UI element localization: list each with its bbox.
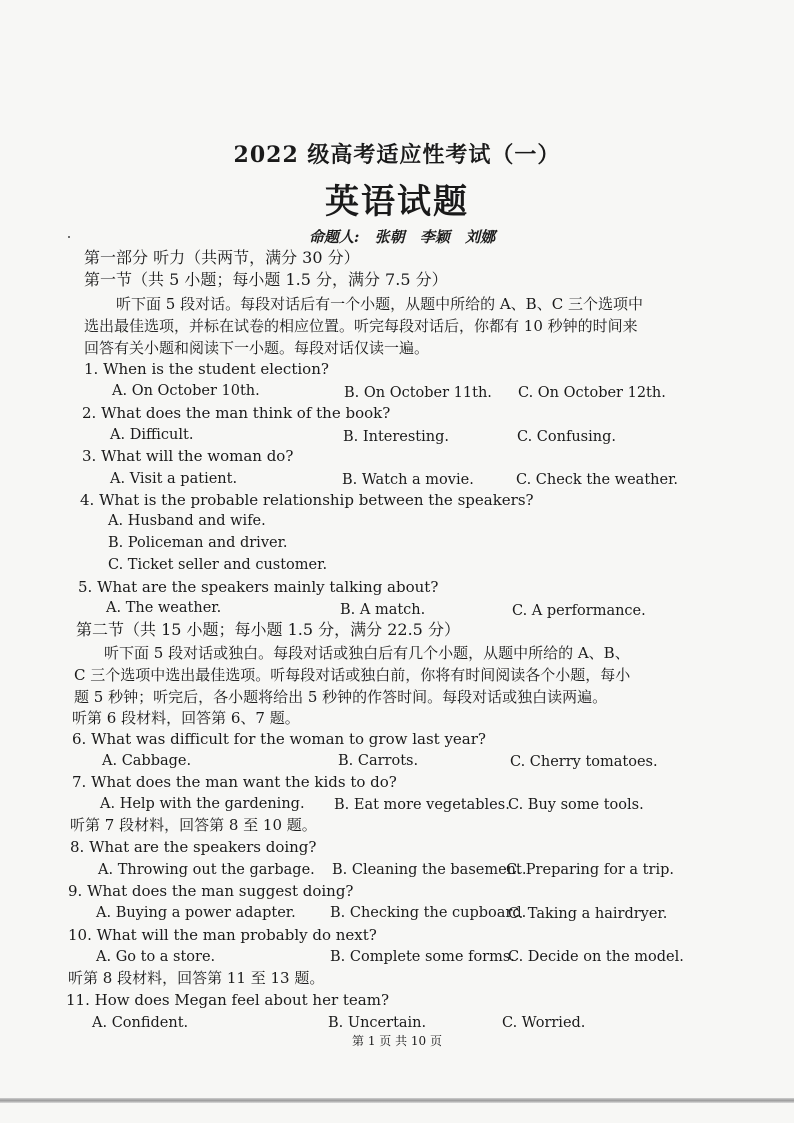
question-stem: 4. What is the probable relationship between the speakers? bbox=[80, 491, 534, 509]
option-b: B. Checking the cupboard. bbox=[330, 905, 527, 921]
section1-instruction: 回答有关小题和阅读下一小题。每段对话仅读一遍。 bbox=[84, 339, 430, 357]
option-b: B. Watch a movie. bbox=[342, 472, 474, 488]
option-c: C. Worried. bbox=[502, 1015, 586, 1031]
option-a: A. Throwing out the garbage. bbox=[98, 862, 315, 878]
material-note: 听第 7 段材料，回答第 8 至 10 题。 bbox=[70, 816, 317, 834]
option-c: C. Taking a hairdryer. bbox=[508, 906, 668, 922]
option-c: C. Ticket seller and customer. bbox=[108, 557, 328, 573]
exam-subtitle: 英语试题 bbox=[325, 182, 469, 222]
authors-line bbox=[0, 226, 794, 247]
part1-heading: 第一部分 听力（共两节，满分 30 分） bbox=[84, 248, 360, 267]
material-note: 听第 8 段材料，回答第 11 至 13 题。 bbox=[68, 969, 325, 987]
section1-instruction: 选出最佳选项，并标在试卷的相应位置。听完每段对话后，你都有 10 秒钟的时间来 bbox=[84, 317, 638, 335]
section2-instruction: C 三个选项中选出最佳选项。听每段对话或独白前，你将有时间阅读各个小题，每小 bbox=[74, 666, 631, 684]
option-b: B. Complete some forms. bbox=[330, 949, 515, 965]
option-b: B. Policeman and driver. bbox=[108, 535, 288, 551]
question-stem: 7. What does the man want the kids to do? bbox=[72, 773, 397, 791]
option-b: B. Eat more vegetables. bbox=[334, 797, 510, 813]
option-a: A. Husband and wife. bbox=[108, 513, 266, 529]
section2-instruction: 题 5 秒钟；听完后，各小题将给出 5 秒钟的作答时间。每段对话或独白读两遍。 bbox=[74, 688, 608, 706]
question-stem: 10. What will the man probably do next? bbox=[68, 926, 377, 944]
option-a: A. Go to a store. bbox=[96, 949, 216, 965]
option-c: C. Preparing for a trip. bbox=[506, 862, 674, 878]
question-stem: 2. What does the man think of the book? bbox=[82, 404, 391, 422]
option-a: A. On October 10th. bbox=[112, 383, 260, 399]
option-a: A. Visit a patient. bbox=[110, 471, 238, 487]
question-stem: 11. How does Megan feel about her team? bbox=[66, 991, 390, 1009]
option-a: A. Buying a power adapter. bbox=[96, 905, 296, 921]
section2-instruction: 听下面 5 段对话或独白。每段对话或独白后有几个小题，从题中所给的 A、B、 bbox=[104, 644, 630, 662]
option-c: C. A performance. bbox=[512, 603, 646, 619]
option-b: B. Carrots. bbox=[338, 753, 419, 769]
option-c: C. Buy some tools. bbox=[508, 797, 644, 813]
option-a: A. Cabbage. bbox=[102, 753, 192, 769]
option-b: B. Interesting. bbox=[343, 429, 449, 445]
scan-edge-shadow bbox=[0, 1098, 794, 1103]
option-a: A. Help with the gardening. bbox=[100, 796, 305, 812]
page-footer: 第 1 页 共 10 页 bbox=[352, 1034, 442, 1048]
option-a: A. Confident. bbox=[92, 1015, 189, 1031]
material-note: 听第 6 段材料，回答第 6、7 题。 bbox=[72, 709, 300, 727]
question-stem: 3. What will the woman do? bbox=[82, 447, 294, 465]
option-a: A. Difficult. bbox=[110, 427, 194, 443]
section2-heading: 第二节（共 15 小题；每小题 1.5 分，满分 22.5 分） bbox=[76, 620, 460, 639]
author-name: 李颖 bbox=[419, 228, 450, 246]
author-name: 刘娜 bbox=[465, 228, 496, 246]
author-name: 张朝 bbox=[374, 228, 405, 246]
option-c: C. On October 12th. bbox=[518, 385, 666, 401]
option-b: B. A match. bbox=[340, 602, 426, 618]
exam-title: 2022 级高考适应性考试（一） bbox=[233, 142, 561, 168]
question-stem: 6. What was difficult for the woman to grow last year? bbox=[72, 730, 486, 748]
option-b: B. Cleaning the basement. bbox=[332, 862, 527, 878]
question-stem: 1. When is the student election? bbox=[84, 360, 329, 378]
option-c: C. Decide on the model. bbox=[508, 949, 684, 965]
option-b: B. Uncertain. bbox=[328, 1015, 427, 1031]
section1-instruction: 听下面 5 段对话。每段对话后有一个小题，从题中所给的 A、B、C 三个选项中 bbox=[116, 295, 643, 313]
option-c: C. Cherry tomatoes. bbox=[510, 754, 658, 770]
option-b: B. On October 11th. bbox=[344, 385, 492, 401]
option-c: C. Check the weather. bbox=[516, 472, 679, 488]
section1-heading: 第一节（共 5 小题；每小题 1.5 分，满分 7.5 分） bbox=[84, 270, 448, 289]
option-a: A. The weather. bbox=[106, 600, 222, 616]
authors-label: 命题人: bbox=[308, 228, 360, 246]
option-c: C. Confusing. bbox=[517, 429, 616, 445]
question-stem: 8. What are the speakers doing? bbox=[70, 838, 317, 856]
question-stem: 9. What does the man suggest doing? bbox=[68, 882, 354, 900]
question-stem: 5. What are the speakers mainly talking about? bbox=[78, 578, 439, 596]
